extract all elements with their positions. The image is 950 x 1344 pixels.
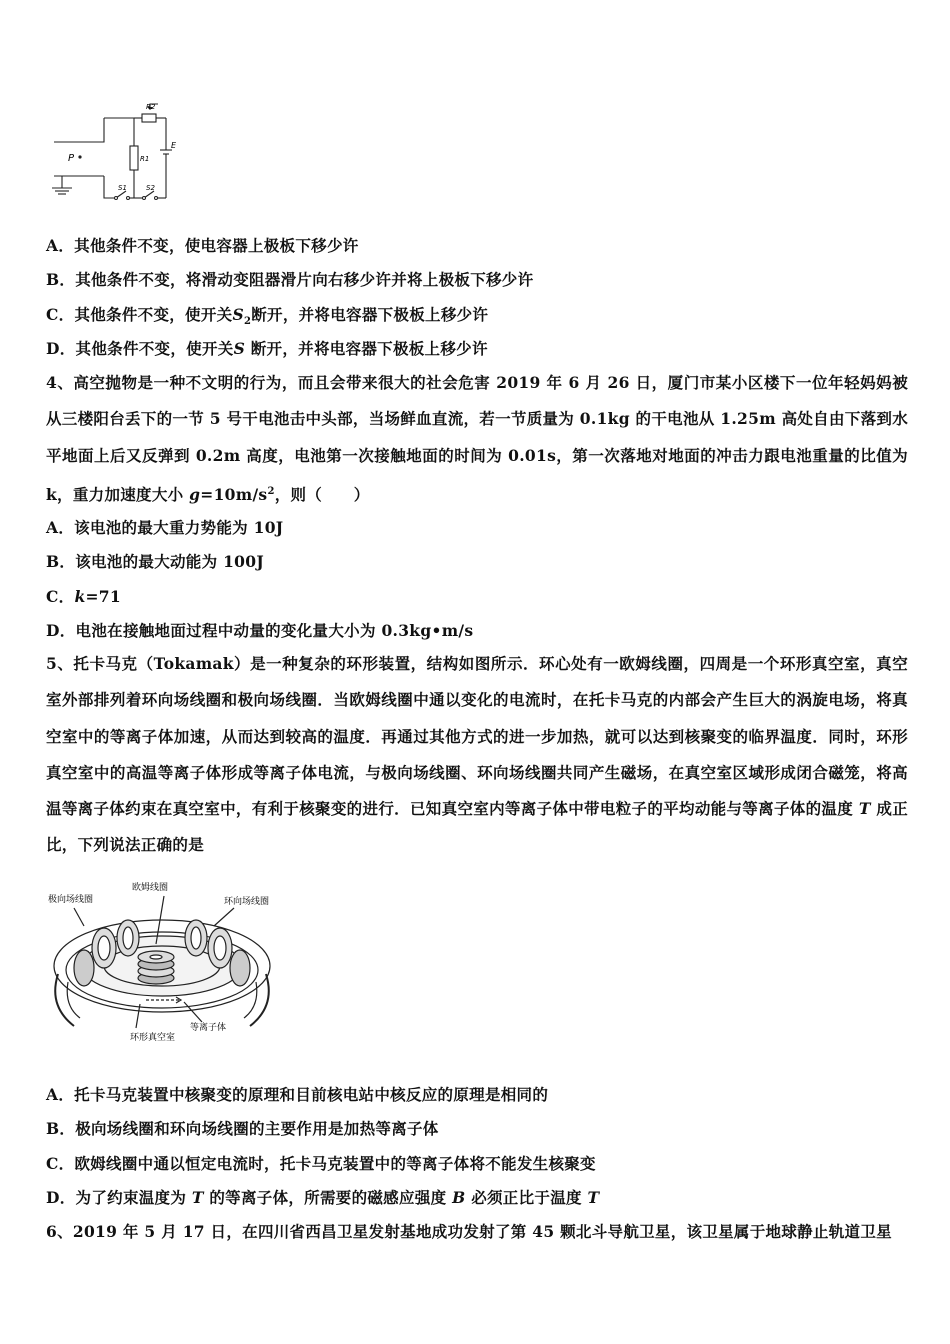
q3-option-a: A．其他条件不变，使电容器上极板下移少许 bbox=[46, 236, 359, 255]
q5-option-a: A．托卡马克装置中核聚变的原理和目前核电站中核反应的原理是相同的 bbox=[46, 1085, 549, 1104]
q4-option-d: D．电池在接触地面过程中动量的变化量大小为 0.3kg•m/s bbox=[46, 621, 474, 640]
q4-option-b: B．该电池的最大动能为 100J bbox=[46, 552, 264, 571]
label-s1: S1 bbox=[118, 184, 127, 192]
label-e: E bbox=[171, 141, 177, 150]
label-ohmic-coil: 欧姆线圈 bbox=[132, 883, 169, 893]
label-p: P bbox=[68, 153, 75, 164]
q3-option-b: B．其他条件不变，将滑动变阻器滑片向右移少许并将上极板下移少许 bbox=[46, 270, 534, 289]
q5-option-d: D．为了约束温度为 T 的等离子体，所需要的磁感应强度 B 必须正比于温度 T bbox=[46, 1188, 600, 1207]
label-r1: R1 bbox=[140, 155, 150, 163]
q6-stem: 6、2019 年 5 月 17 日，在四川省西昌卫星发射基地成功发射了第 45 颗北斗导航卫星，该卫星属于地球静止轨道卫星 bbox=[46, 1222, 892, 1241]
label-toroidal-coil: 环向场线圈 bbox=[224, 897, 270, 907]
q4-option-c: C．k=71 bbox=[46, 587, 121, 606]
q3-option-d: D．其他条件不变，使开关S 断开，并将电容器下极板上移少许 bbox=[46, 339, 488, 358]
label-vacuum-chamber: 环形真空室 bbox=[130, 1033, 176, 1043]
q5-stem: 5、托卡马克（Tokamak）是一种复杂的环形装置，结构如图所示．环心处有一欧姆线圈，四周是一个环形真空室，真空室外部排列着环向场线圈和极向场线圈．当欧姆线圈中通以变化的电流时，在托卡马克的内部会产生巨大的涡旋电场，将真空室中的等离子体加速，从而达到较高的温度．再通过其他方式的进一步加热，就可以达到核聚变的临界温度．同时，环形真空室中的高温等离子体形成等离子体电流，与极向场线圈、环向场线圈共同产生磁场，在真空室区域形成闭合磁笼，将高温等离子体约束在真空室中，有利于核聚变的进行．已知真空室内等离子体中带电粒子的平均动能与等离子体的温度 T 成正比，下列说法正确的是 bbox=[46, 654, 909, 855]
q5-option-b: B．极向场线圈和环向场线圈的主要作用是加热等离子体 bbox=[46, 1119, 439, 1138]
q5-option-c: C．欧姆线圈中通以恒定电流时，托卡马克装置中的等离子体将不能发生核聚变 bbox=[46, 1154, 596, 1173]
q4-option-a: A．该电池的最大重力势能为 10J bbox=[46, 518, 284, 537]
tokamak-figure bbox=[44, 878, 284, 1046]
label-poloidal-coil: 极向场线圈 bbox=[48, 895, 94, 905]
circuit-diagram bbox=[44, 98, 184, 204]
q4-stem: 4、高空抛物是一种不文明的行为，而且会带来很大的社会危害 2019 年 6 月 26 日，厦门市某小区楼下一位年轻妈妈被从三楼阳台丢下的一节 5 号干电池击中头部，当场鲜血直流，若一节质量为 0.1kg 的干电池从 1.25m 高处自由下落到水平地面上后又反弹到 0.2m 高度，电池第一次接触地面的时间为 0.01s，第一次落地对地面的冲击力跟电池重量的比值为 k，重力加速度大小 $g=10m/s^2$，则（ ） bbox=[46, 373, 908, 505]
q3-option-c: C．其他条件不变，使开关$S_2$断开，并将电容器下极板上移少许 bbox=[46, 305, 489, 328]
label-s2: S2 bbox=[146, 184, 155, 192]
label-r2: R2 bbox=[146, 103, 156, 111]
label-plasma: 等离子体 bbox=[190, 1023, 227, 1033]
